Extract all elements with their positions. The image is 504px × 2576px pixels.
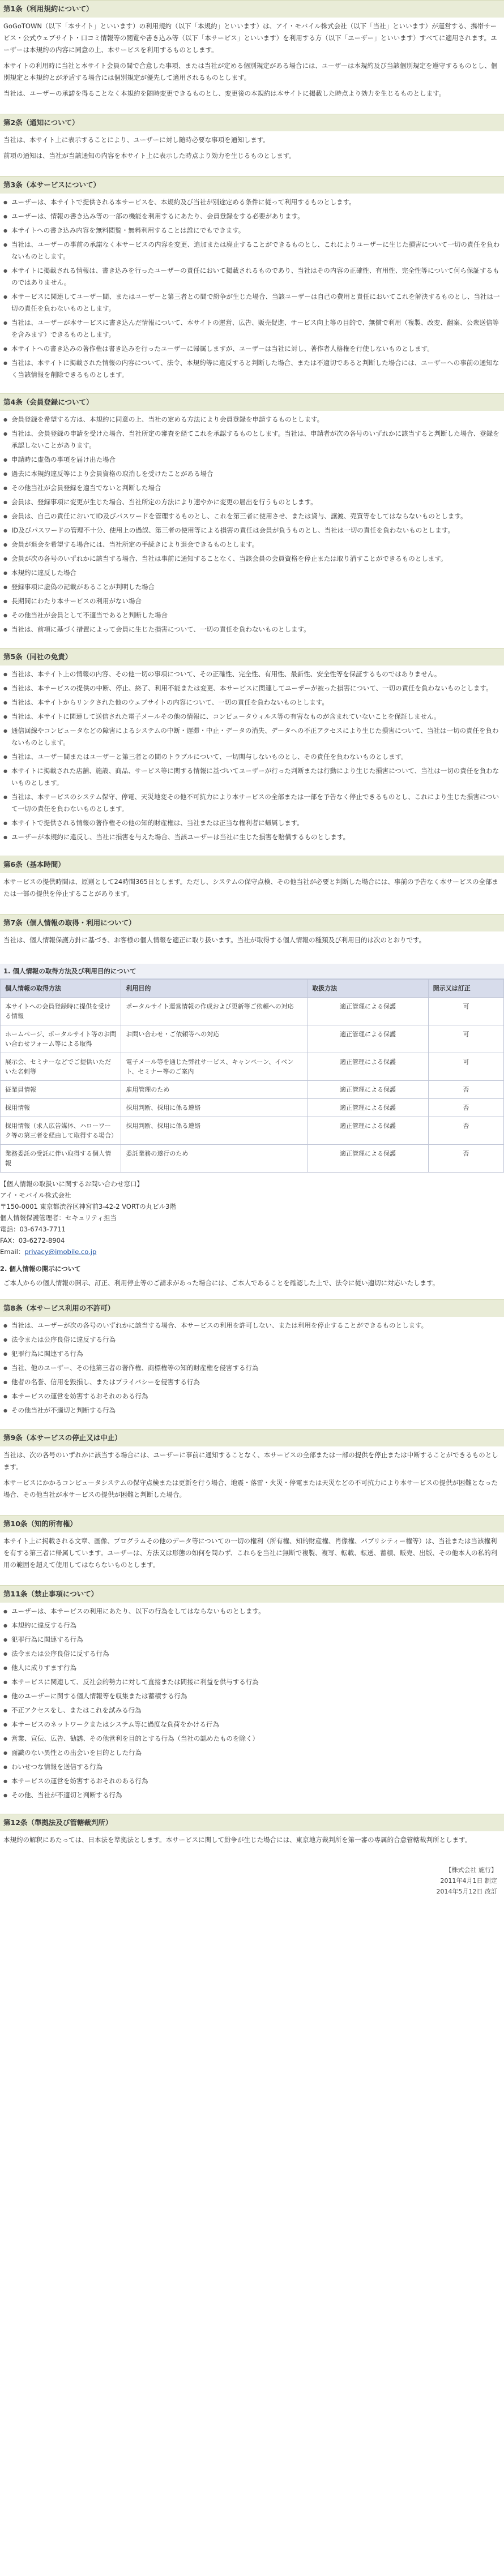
list-item: ● 営業、宣伝、広告、勧誘、その他営利を目的とする行為（当社の認めたものを除く） — [3, 1733, 501, 1745]
col-handling: 取扱方法 — [307, 980, 428, 998]
table-cell: 委託業務の遂行のため — [121, 1145, 307, 1173]
section-body — [0, 411, 504, 648]
contact-email-line — [0, 1246, 504, 1257]
section-title: 第10条（知的所有権） — [0, 1515, 504, 1532]
contact-email-label: Email： — [0, 1248, 25, 1256]
section-list — [3, 1605, 501, 1801]
section-title: 第1条（利用規約について） — [0, 0, 504, 18]
section-title: 第6条（基本時間） — [0, 856, 504, 873]
list-item: ● 本サイトで提供される情報の著作権その他の知的財産権は、当社または正当な権利者に帰属します。 — [3, 817, 501, 829]
contact-line: 〒150-0001 東京都渋谷区神宮前3-42-2 VORTの丸ビル3階 — [0, 1203, 176, 1210]
section-title: 第5条（同社の免責） — [0, 648, 504, 666]
section-body — [0, 18, 504, 114]
contact-email-link[interactable]: privacy@imobile.co.jp — [24, 1248, 97, 1256]
list-item: ● その他、当社が不適切と判断する行為 — [3, 1789, 501, 1801]
table-cell: 否 — [428, 1081, 503, 1099]
table-cell: 否 — [428, 1117, 503, 1145]
list-item: ● ユーザーが本規約に違反し、当社に損害を与えた場合、当該ユーザーは当社に生じた損害を賠償するものとします。 — [3, 831, 501, 843]
col-purpose: 利用目的 — [121, 980, 307, 998]
section-body — [0, 1603, 504, 1814]
table-cell: 採用判断、採用に係る連絡 — [121, 1117, 307, 1145]
list-item: ● ID及びパスワードの管理不十分、使用上の過誤、第三者の使用等による損害の責任は会員が負うものとし、当社は一切の責任を負わないものとします。 — [3, 525, 501, 536]
list-item: ● 他人に成りすます行為 — [3, 1662, 501, 1674]
list-item: ● 当社は、ユーザー間またはユーザーと第三者との間のトラブルについて、一切関与しないものとし、その責任を負わないものとします。 — [3, 751, 501, 763]
list-item: ● 犯罪行為に関連する行為 — [3, 1634, 501, 1646]
table-cell: 採用情報（求人広告媒体、ハローワーク等の第三者を経由して取得する場合） — [1, 1117, 121, 1145]
section-body — [0, 873, 504, 914]
list-item: ● 長期間にわたり本サービスの利用がない場合 — [3, 595, 501, 607]
section-list — [3, 1320, 501, 1416]
table-cell: お問い合わせ・ご依頼等への対応 — [121, 1025, 307, 1053]
section-list — [3, 668, 501, 843]
list-item: ● 登録事項に虚偽の記載があることが判明した場合 — [3, 581, 501, 593]
section-paragraph: 本サイト上に掲載される文章、画像、プログラムその他のデータ等についての一切の権利（所有権、知的財産権、肖像権、パブリシティー権等）は、当社または当該権利を有する第三者に帰属しています。ユーザーは、方法又は形態の如何を問わず、これらを当社に無断で複製、複写、転載、転送、蓄積、販売、出版、その他本人の私的利用の範囲を超えて使用してはならないものとします。 — [3, 1537, 498, 1569]
pi-subheading: 1. 個人情報の取得方法及び利用目的について — [0, 964, 504, 979]
section-body — [0, 1446, 504, 1515]
table-cell: 従業員情報 — [1, 1081, 121, 1099]
table-cell: 採用判断、採用に係る連絡 — [121, 1099, 307, 1117]
section-paragraph: 当社は、ユーザーの承諾を得ることなく本規約を随時変更できるものとし、変更後の本規約は本サイトに掲載した時点より効力を生じるものとします。 — [3, 89, 446, 97]
contact-line: 個人情報保護管理者：セキュリティ担当 — [0, 1214, 117, 1222]
list-item: ● 会員が退会を希望する場合には、当社所定の手続きにより退会できるものとします。 — [3, 539, 501, 551]
table-cell: 適正管理による保護 — [307, 1053, 428, 1081]
section — [0, 393, 504, 648]
list-item: ● 会員が次の各号のいずれかに該当する場合、当社は事前に通知することなく、当該会員の会員資格を停止または取り消すことができるものとします。 — [3, 553, 501, 565]
disclosure-heading: 2. 個人情報の開示について — [0, 1265, 81, 1273]
section — [0, 856, 504, 914]
section — [0, 1585, 504, 1814]
section-paragraph: 当社は、本サイト上に表示することにより、ユーザーに対し随時必要な事項を通知します。 — [3, 136, 270, 144]
table-cell: 可 — [428, 1053, 503, 1081]
section-body — [0, 931, 504, 960]
section-title: 第7条（個人情報の取得・利用について） — [0, 914, 504, 931]
list-item: ● 過去に本規約違反等により会員資格の取消しを受けたことがある場合 — [3, 468, 501, 480]
section — [0, 114, 504, 176]
table-row — [1, 1145, 504, 1173]
list-item: ● 他者の名誉、信用を毀損し、またはプライバシーを侵害する行為 — [3, 1376, 501, 1388]
table-cell: 否 — [428, 1099, 503, 1117]
table-cell: 展示会、セミナーなどでご提供いただいた名刺等 — [1, 1053, 121, 1081]
section-paragraph: 当社は、次の各号のいずれかに該当する場合には、ユーザーに事前に通知することなく、本サービスの全部または一部の提供を停止または中断することができるものとします。 — [3, 1451, 498, 1471]
table-cell: 適正管理による保護 — [307, 1099, 428, 1117]
section-title: 第11条（禁止事項について） — [0, 1585, 504, 1603]
list-item: ● 本サービスに関連して、反社会的勢力に対して直接または間接に利益を供与する行為 — [3, 1676, 501, 1688]
list-item: ● ユーザーは、本サービスの利用にあたり、以下の行為をしてはならないものとします。 — [3, 1605, 501, 1617]
list-item: ● 当社は、ユーザーの事前の承諾なく本サービスの内容を変更、追加または廃止することができるものとし、これによりユーザーに生じた損害について一切の責任を負わないものとします。 — [3, 239, 501, 263]
footer-label: 【株式会社 施行】 — [445, 1866, 497, 1874]
disclosure-text: ご本人からの個人情報の開示、訂正、利用停止等のご請求があった場合には、ご本人であることを確認した上で、法令に従い適切に対応いたします。 — [3, 1279, 439, 1287]
section-paragraph: 前項の通知は、当社が当該通知の内容を本サイト上に表示した時点より効力を生じるものとします。 — [3, 152, 296, 160]
list-item: ● その他当社が不適切と判断する行為 — [3, 1405, 501, 1416]
list-item: ● 通信回線やコンピュータなどの障害によるシステムの中断・遅滞・中止・データの消失、データへの不正アクセスにより生じた損害について、当社は一切の責任を負わないものとします。 — [3, 725, 501, 749]
list-item: ● 不正アクセスをし、またはこれを試みる行為 — [3, 1705, 501, 1716]
section — [0, 1429, 504, 1515]
section-paragraph: 本規約の解釈にあたっては、日本法を準拠法とします。本サービスに関して紛争が生じた場合には、東京地方裁判所を第一審の専属的合意管轄裁判所とします。 — [3, 1836, 472, 1844]
section-title: 第2条（通知について） — [0, 114, 504, 131]
section — [0, 648, 504, 856]
table-cell: 適正管理による保護 — [307, 1145, 428, 1173]
list-item: ● 本サービスの運営を妨害するおそれのある行為 — [3, 1775, 501, 1787]
list-item: ● 当社は、前項に基づく措置によって会員に生じた損害について、一切の責任を負わないものとします。 — [3, 624, 501, 636]
section-body — [0, 1317, 504, 1429]
table-cell: 適正管理による保護 — [307, 1025, 428, 1053]
table-header-row — [1, 980, 504, 998]
section-body — [0, 666, 504, 856]
footer-revised: 2014年5月12日 改訂 — [436, 1888, 497, 1895]
list-item: ● 本サービスに関連してユーザー間、またはユーザーと第三者との間で紛争が生じた場合、当該ユーザーは自己の費用と責任においてこれを解決するものとし、当社は一切の責任を負わないものとします。 — [3, 291, 501, 315]
list-item: ● 会員は、自己の責任においてID及びパスワードを管理するものとし、これを第三者に使用させ、または貸与、譲渡、売買等をしてはならないものとします。 — [3, 510, 501, 522]
table-cell: 電子メール等を通じた弊社サービス、キャンペーン、イベント、セミナー等のご案内 — [121, 1053, 307, 1081]
section — [0, 176, 504, 393]
contact-line: 【個人情報の取扱いに関するお問い合わせ窓口】 — [0, 1180, 143, 1188]
contact-line: アイ・モバイル株式会社 — [0, 1191, 71, 1199]
list-item: ● 当社は、本サイトからリンクされた他のウェブサイトの内容について、一切の責任を負わないものとします。 — [3, 697, 501, 709]
table-cell: 可 — [428, 998, 503, 1025]
list-item: ● 当社は、ユーザーが次の各号のいずれかに該当する場合、本サービスの利用を許可しない、または利用を停止することができるものとします。 — [3, 1320, 501, 1332]
table-row — [1, 998, 504, 1025]
contact-line: 電話：03-6743-7711 — [0, 1225, 66, 1233]
list-item: ● 会員は、登録事項に変更が生じた場合、当社所定の方法により速やかに変更の届出を行うものとします。 — [3, 496, 501, 508]
list-item: ● 当社は、本サイト上の情報の内容、その他一切の事項について、その正確性、完全性、有用性、最新性、安全性等を保証するものではありません。 — [3, 668, 501, 680]
list-item: ● 他のユーザーに関する個人情報等を収集または蓄積する行為 — [3, 1690, 501, 1702]
section-body — [0, 1532, 504, 1585]
list-item: ● わいせつな情報を送信する行為 — [3, 1761, 501, 1773]
personal-info-table — [0, 979, 504, 1173]
section-title: 第12条（準拠法及び管轄裁判所） — [0, 1814, 504, 1831]
list-item: ● 本サービスのネットワークまたはシステム等に過度な負荷をかける行為 — [3, 1719, 501, 1731]
personal-info-block — [0, 964, 504, 1299]
section-body — [0, 131, 504, 176]
section-paragraph: 本サービスにかかるコンピュータシステムの保守点検または更新を行う場合、地震・落雷・火災・停電または天災などの不可抗力により本サービスの提供が困難となった場合、その他当社が本サービスの提供が困難と判断した場合。 — [3, 1479, 498, 1499]
list-item: ● 当社は、本サイトに掲載された情報の内容について、法令、本規約等に違反すると判断した場合、または不適切であると判断した場合には、ユーザーへの事前の通知なく当該情報を削除できるものとします。 — [3, 357, 501, 381]
list-item: ● 当社は、本サイトに関連して送信された電子メールその他の情報に、コンピュータウィルス等の有害なものが含まれていないことを保証しません。 — [3, 711, 501, 723]
list-item: ● 本サービスの運営を妨害するおそれのある行為 — [3, 1390, 501, 1402]
list-item: ● 本サイトに掲載される情報は、書き込みを行ったユーザーの責任において掲載されるものであり、当社はその内容の正確性、有用性、完全性等について何ら保証するものではありません。 — [3, 265, 501, 289]
section — [0, 1299, 504, 1429]
table-row — [1, 1117, 504, 1145]
table-cell: 否 — [428, 1145, 503, 1173]
section-title: 第8条（本サービス利用の不許可） — [0, 1299, 504, 1317]
list-item: ● 当社は、本サービスのシステム保守、停電、天災地変その他不可抗力により本サービスの全部または一部を予告なく停止できるものとし、これにより生じた損害について一切の責任を負わないものとします。 — [3, 791, 501, 815]
list-item: ● ユーザーは、本サイトで提供される本サービスを、本規約及び当社が別途定める条件に従って利用するものとします。 — [3, 196, 501, 208]
section-title: 第9条（本サービスの停止又は中止） — [0, 1429, 504, 1446]
section-body — [0, 1831, 504, 1860]
table-cell: 適正管理による保護 — [307, 998, 428, 1025]
section-paragraph: 本サイトの利用時に当社と本サイト会員の間で合意した事項、または当社が定める個別規定がある場合には、ユーザーは本規約及び当該個別規定を遵守するものとし、個別規定と本規約とが矛盾する場合には個別規定が優先して適用されるものとします。 — [3, 62, 498, 81]
table-cell: ホームページ、ポータルサイト等のお問い合わせフォーム等による取得 — [1, 1025, 121, 1053]
section — [0, 0, 504, 114]
sections-part-2 — [0, 1299, 504, 1860]
section-list — [3, 414, 501, 636]
section-paragraph: 本サービスの提供時間は、原則として24時間365日とします。ただし、システムの保守点検、その他当社が必要と判断した場合には、事前の予告なく本サービスの全部または一部の提供を停止することがあります。 — [3, 878, 499, 898]
list-item: ● 本サイトに掲載された店舗、施設、商品、サービス等に関する情報に基づいてユーザーが行った判断または行動により生じた損害について、当社は一切の責任を負わないものとします。 — [3, 765, 501, 789]
section-title: 第4条（会員登録について） — [0, 393, 504, 411]
section-list — [3, 196, 501, 381]
contact-block — [0, 1178, 504, 1257]
table-cell: 可 — [428, 1025, 503, 1053]
list-item: ● ユーザーは、情報の書き込み等の一部の機能を利用するにあたり、会員登録をする必要があります。 — [3, 211, 501, 222]
table-cell: 業務委託の受託に伴い取得する個人情報 — [1, 1145, 121, 1173]
list-item: ● 当社は、ユーザーが本サービスに書き込んだ情報について、本サイトの運営、広告、販売促進、サービス向上等の目的で、無償で利用（複製、改変、翻案、公衆送信等を含みます）できるものとします。 — [3, 317, 501, 341]
table-row — [1, 1025, 504, 1053]
contact-line: FAX：03-6272-8904 — [0, 1237, 65, 1244]
sections-part-1 — [0, 0, 504, 960]
list-item: ● 犯罪行為に関連する行為 — [3, 1348, 501, 1360]
section-paragraph: GoGoTOWN（以下「本サイト」といいます）の利用規約（以下「本規約」といいます）は、アイ・モバイル株式会社（以下「当社」といいます）が運営する、携帯サービス・公式ウェブサイト・口コミ情報等の閲覧や書き込み等（以下「本サービス」といいます）を利用する方（以下「ユーザー」といいます）すべてに適用されます。ユーザーは本規約の内容に同意の上、本サービスを利用するものとします。 — [3, 22, 497, 54]
list-item: ● 当社、他のユーザー、その他第三者の著作権、商標権等の知的財産権を侵害する行為 — [3, 1362, 501, 1374]
table-cell: 適正管理による保護 — [307, 1081, 428, 1099]
footer — [0, 1860, 504, 1897]
list-item: ● 法令または公序良俗に違反する行為 — [3, 1334, 501, 1346]
table-cell: 採用情報 — [1, 1099, 121, 1117]
section — [0, 914, 504, 960]
list-item: ● 本サイトへの書き込み内容を無料閲覧・無料利用することは誰にでもできます。 — [3, 225, 501, 237]
table-cell: 本サイトへの会員登録時に提供を受ける情報 — [1, 998, 121, 1025]
table-cell: ポータルサイト運営情報の作成および更新等ご依頼への対応 — [121, 998, 307, 1025]
section-paragraph: 当社は、個人情報保護方針に基づき、お客様の個人情報を適正に取り扱います。当社が取得する個人情報の種類及び利用目的は次のとおりです。 — [3, 936, 426, 944]
table-cell: 雇用管理のため — [121, 1081, 307, 1099]
list-item: ● 法令または公序良俗に反する行為 — [3, 1648, 501, 1660]
section-title: 第3条（本サービスについて） — [0, 176, 504, 194]
list-item: ● 面識のない異性との出会いを目的とした行為 — [3, 1747, 501, 1759]
list-item: ● その他当社が会員登録を適当でないと判断した場合 — [3, 482, 501, 494]
list-item: ● 本規約に違反する行為 — [3, 1620, 501, 1632]
list-item: ● 本サイトへの書き込みの著作権は書き込みを行ったユーザーに帰属しますが、ユーザーは当社に対し、著作者人格権を行使しないものとします。 — [3, 343, 501, 355]
col-acquisition: 個人情報の取得方法 — [1, 980, 121, 998]
footer-enacted: 2011年4月1日 制定 — [440, 1877, 497, 1884]
section — [0, 1814, 504, 1860]
list-item: ● 本規約に違反した場合 — [3, 567, 501, 579]
list-item: ● 当社は、会員登録の申請を受けた場合、当社所定の審査を経てこれを承認するものとします。当社は、申請者が次の各号のいずれかに該当すると判断した場合、登録を承認しないことがあります。 — [3, 428, 501, 452]
list-item: ● 申請時に虚偽の事項を届け出た場合 — [3, 454, 501, 466]
table-row — [1, 1081, 504, 1099]
table-row — [1, 1099, 504, 1117]
section-body — [0, 194, 504, 393]
list-item: ● その他当社が会員として不適当であると判断した場合 — [3, 609, 501, 621]
section — [0, 1515, 504, 1585]
list-item: ● 会員登録を希望する方は、本規約に同意の上、当社の定める方法により会員登録を申請するものとします。 — [3, 414, 501, 426]
table-row — [1, 1053, 504, 1081]
col-disclosure: 開示又は訂正 — [428, 980, 503, 998]
table-cell: 適正管理による保護 — [307, 1117, 428, 1145]
list-item: ● 当社は、本サービスの提供の中断、停止、終了、利用不能または変更、本サービスに関連してユーザーが被った損害について、一切の責任を負わないものとします。 — [3, 682, 501, 694]
